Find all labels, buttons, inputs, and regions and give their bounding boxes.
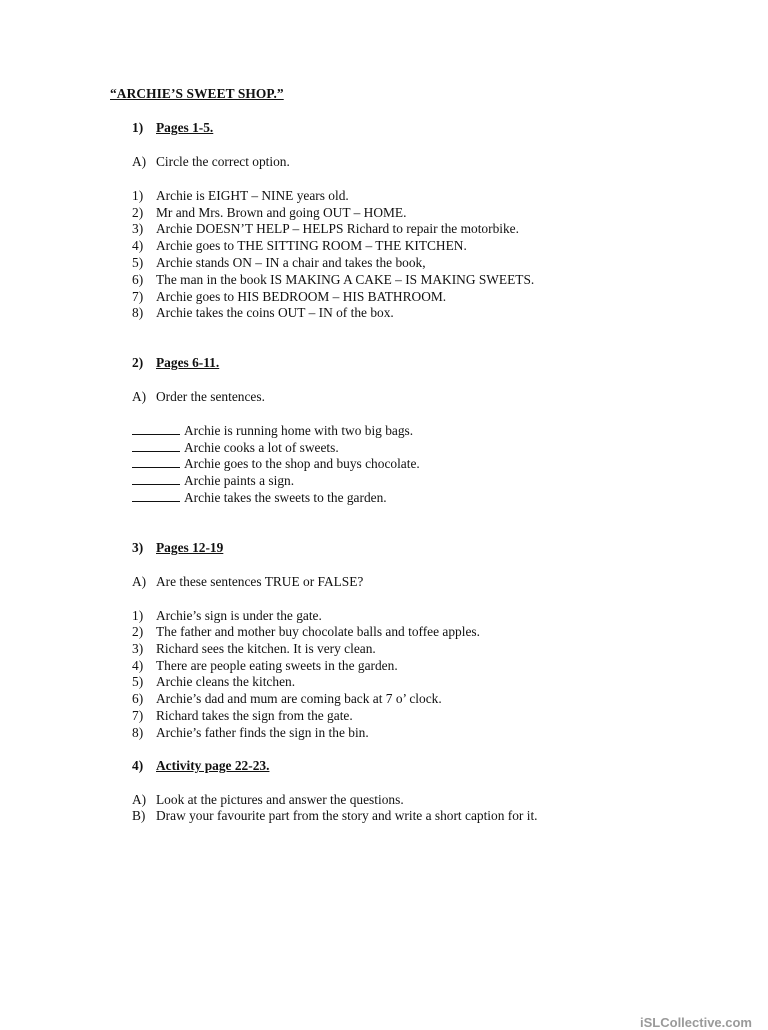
section-4-heading: 4) Activity page 22-23. — [132, 758, 270, 773]
section-3-heading: 3) Pages 12-19 — [132, 540, 224, 555]
list-item: 5) Archie stands ON – IN a chair and takes the book, — [132, 255, 426, 270]
list-item: 2) The father and mother buy chocolate balls and toffee apples. — [132, 624, 480, 639]
list-item: 8) Archie takes the coins OUT – IN of the box. — [132, 305, 394, 320]
list-item: 8) Archie’s father finds the sign in the bin. — [132, 725, 369, 740]
list-item: Archie goes to the shop and buys chocolate. — [132, 456, 420, 472]
list-item: Archie cooks a lot of sweets. — [132, 440, 339, 456]
answer-blank[interactable] — [132, 440, 180, 452]
list-item: 4) There are people eating sweets in the garden. — [132, 658, 398, 673]
list-item: 3) Archie DOESN’T HELP – HELPS Richard to repair the motorbike. — [132, 221, 519, 236]
section-3-task: A) Are these sentences TRUE or FALSE? — [132, 574, 364, 589]
list-item: 6) Archie’s dad and mum are coming back at 7 o’ clock. — [132, 691, 442, 706]
list-item: 1) Archie’s sign is under the gate. — [132, 608, 322, 623]
list-item: Archie is running home with two big bags. — [132, 423, 413, 439]
list-item: 7) Archie goes to HIS BEDROOM – HIS BATHROOM. — [132, 289, 447, 304]
list-item: Archie paints a sign. — [132, 473, 294, 489]
section-2-task: A) Order the sentences. — [132, 389, 265, 404]
list-item: 1) Archie is EIGHT – NINE years old. — [132, 188, 349, 203]
answer-blank[interactable] — [132, 490, 180, 502]
section-4-task-b: B) Draw your favourite part from the story and write a short caption for it. — [132, 808, 538, 823]
watermark-footer: iSLCollective.com — [640, 1015, 752, 1030]
worksheet-title: “ARCHIE’S SWEET SHOP.” — [110, 86, 284, 101]
section-4-task-a: A) Look at the pictures and answer the questions. — [132, 792, 404, 807]
list-item: 5) Archie cleans the kitchen. — [132, 674, 296, 689]
list-item: 3) Richard sees the kitchen. It is very clean. — [132, 641, 376, 656]
section-1-task: A) Circle the correct option. — [132, 154, 290, 169]
list-item: 7) Richard takes the sign from the gate. — [132, 708, 353, 723]
section-1-heading: 1) Pages 1-5. — [132, 120, 214, 135]
answer-blank[interactable] — [132, 473, 180, 485]
answer-blank[interactable] — [132, 423, 180, 435]
answer-blank[interactable] — [132, 456, 180, 468]
list-item: 2) Mr and Mrs. Brown and going OUT – HOME. — [132, 205, 407, 220]
list-item: 6) The man in the book IS MAKING A CAKE – IS MAKING SWEETS. — [132, 272, 535, 287]
list-item: 4) Archie goes to THE SITTING ROOM – THE KITCHEN. — [132, 238, 467, 253]
section-2-heading: 2) Pages 6-11. — [132, 355, 220, 370]
list-item: Archie takes the sweets to the garden. — [132, 490, 387, 506]
